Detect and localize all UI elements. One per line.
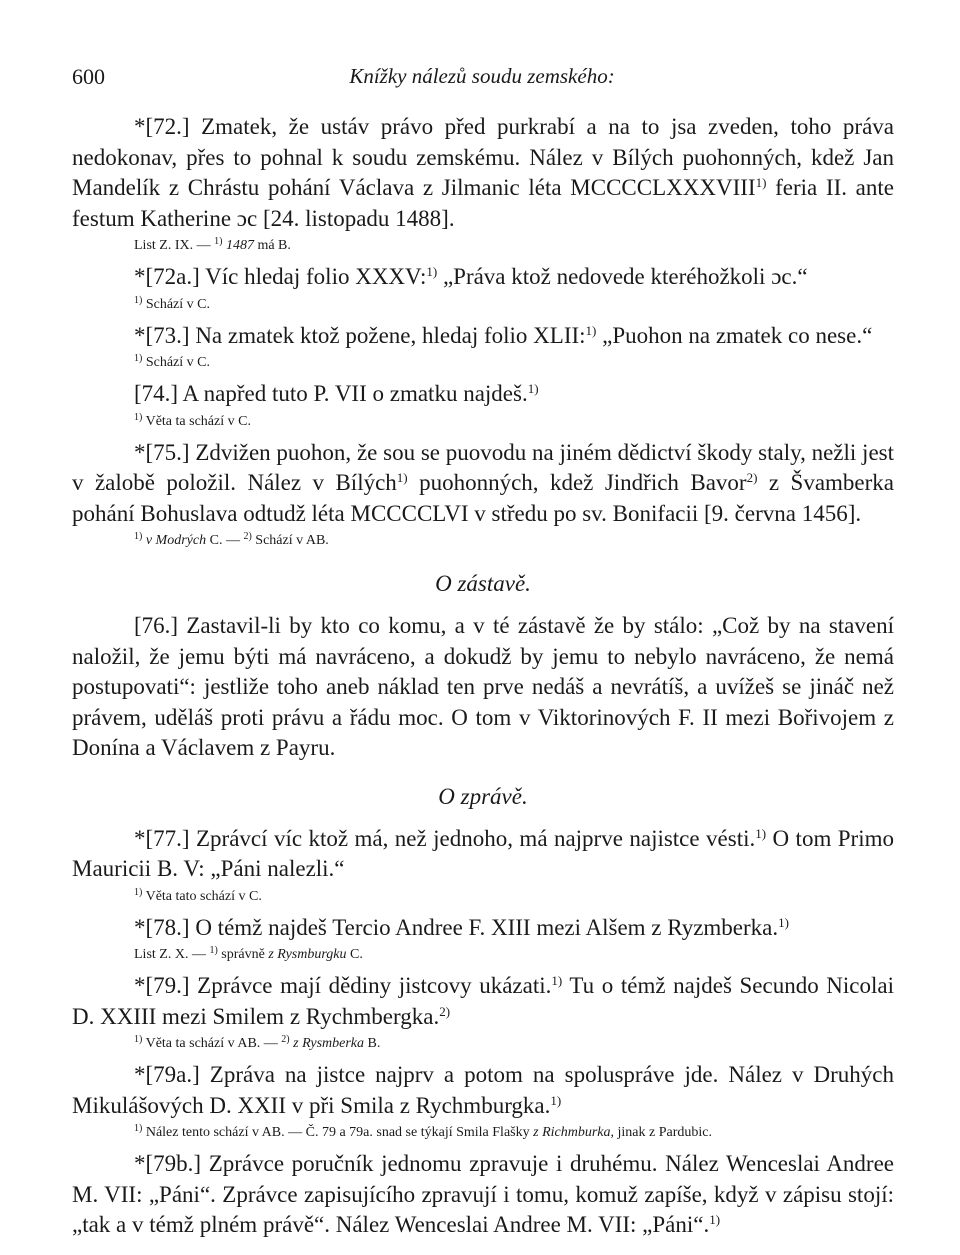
footnote-72: List Z. IX. — $^{1)}$ 1487 má B.	[134, 236, 291, 253]
entry-72: *[72.] Zmatek, že ustáv právo před purkrabí a na to jsa zveden, toho práva nedokonav, přes to pohnal k soudu zemskému. Nález v Bílých puohonných, kdež Jan Mandelík z Chrástu pohání Václava z Jilmanic léta MCCCCLXXXVIII$^{1)}$ feria II. ante festum Katherine ɔc [24. listopadu 1488].	[72, 114, 894, 231]
section-title-zprave: O zprávě.	[438, 783, 528, 809]
page-body	[72, 112, 894, 1241]
entry-76: [76.] Zastavil-li by kto co komu, a v té zástavě že by stálo: „Což by na stavení naložil, že jemu býti má navráceno, a dokudž by jemu to nebylo navráceno, že nemá postupovati“: jestliže toho aneb náklad ten prve nedáš a nevrátíš, a uvížeš se jináč než právem, uděláš proti právu a řádu moc. O tom v Viktorinových F. II mezi Bořivojem z Donína a Václavem z Payru.	[72, 613, 894, 760]
footnote-78: List Z. X. — $^{1)}$ správně z Rysmburgku C.	[134, 945, 363, 962]
footnote-77: $^{1)}$ Věta tato schází v C.	[134, 886, 262, 904]
entry-72a: *[72a.] Víc hledaj folio XXXV:$^{1)}$ „Práva ktož nedovede kteréhožkoli ɔc.“	[134, 264, 808, 289]
entry-79: *[79.] Zprávce mají dědiny jistcovy ukázati.$^{1)}$ Tu o témž najdeš Secundo Nicolai D. XXIII mezi Smilem z Rychmbergka.$^{2)}$	[72, 973, 895, 1029]
footnote-72a: $^{1)}$ Schází v C.	[134, 294, 210, 312]
footnote-79: $^{1)}$ Věta ta schází v AB. — $^{2)}$ z Rysmberka B.	[134, 1034, 381, 1051]
page-header	[72, 64, 892, 94]
footnote-79a: $^{1)}$ Nález tento schází v AB. — Č. 79 a 79a. snad se týkají Smila Flašky z Richmburka, jinak z Pardubic.	[134, 1123, 712, 1140]
entry-79b: *[79b.] Zprávce poručník jednomu zpravuje i druhému. Nález Wenceslai Andree M. VII: „Páni“. Zprávce zapisujícího zpravují i tomu, komuž zapíše, když v zápisu stojí: „tak a v témž plném právě“. Nález Wenceslai Andree M. VII: „Páni“.$^{1)}$	[72, 1151, 894, 1237]
section-title-zastave: O zástavě.	[435, 571, 531, 596]
entry-75: *[75.] Zdvižen puohon, že sou se puovodu na jiném dědictví škody staly, nežli jest v žalobě položil. Nález v Bílých$^{1)}$ puohonných, kdež Jindřich Bavor$^{2)}$ z Švamberka pohání Bohuslava odtudž léta MCCCCLVI v středu po sv. Bonifacii [9. června 1456].	[72, 439, 894, 526]
running-head: Knížky nálezů soudu zemského:	[349, 64, 615, 88]
entry-77: *[77.] Zprávcí víc ktož má, než jednoho, má najprve najistce vésti.$^{1)}$ O tom Primo Mauricii B. V: „Páni nalezli.“	[72, 825, 894, 881]
footnote-73: $^{1)}$ Schází v C.	[134, 353, 210, 370]
entry-78: *[78.] O témž najdeš Tercio Andree F. XIII mezi Alšem z Ryzmberka.$^{1)}$	[134, 914, 789, 940]
entry-79a: *[79a.] Zpráva na jistce najprv a potom na spoluspráve jde. Nález v Druhých Mikulášových D. XXII v při Smila z Rychmburgka.$^{1)}$	[72, 1062, 894, 1118]
footnote-75: $^{1)}$ v Modrých C. — $^{2)}$ Schází v AB.	[134, 531, 329, 548]
footnote-74: $^{1)}$ Věta ta schází v C.	[134, 411, 251, 429]
entry-73: *[73.] Na zmatek ktož požene, hledaj folio XLII:$^{1)}$ „Puohon na zmatek co nese.“	[134, 322, 873, 348]
page-number: 600	[72, 64, 105, 89]
entry-74: [74.] A napřed tuto P. VII o zmatku najdeš.$^{1)}$	[134, 381, 539, 406]
